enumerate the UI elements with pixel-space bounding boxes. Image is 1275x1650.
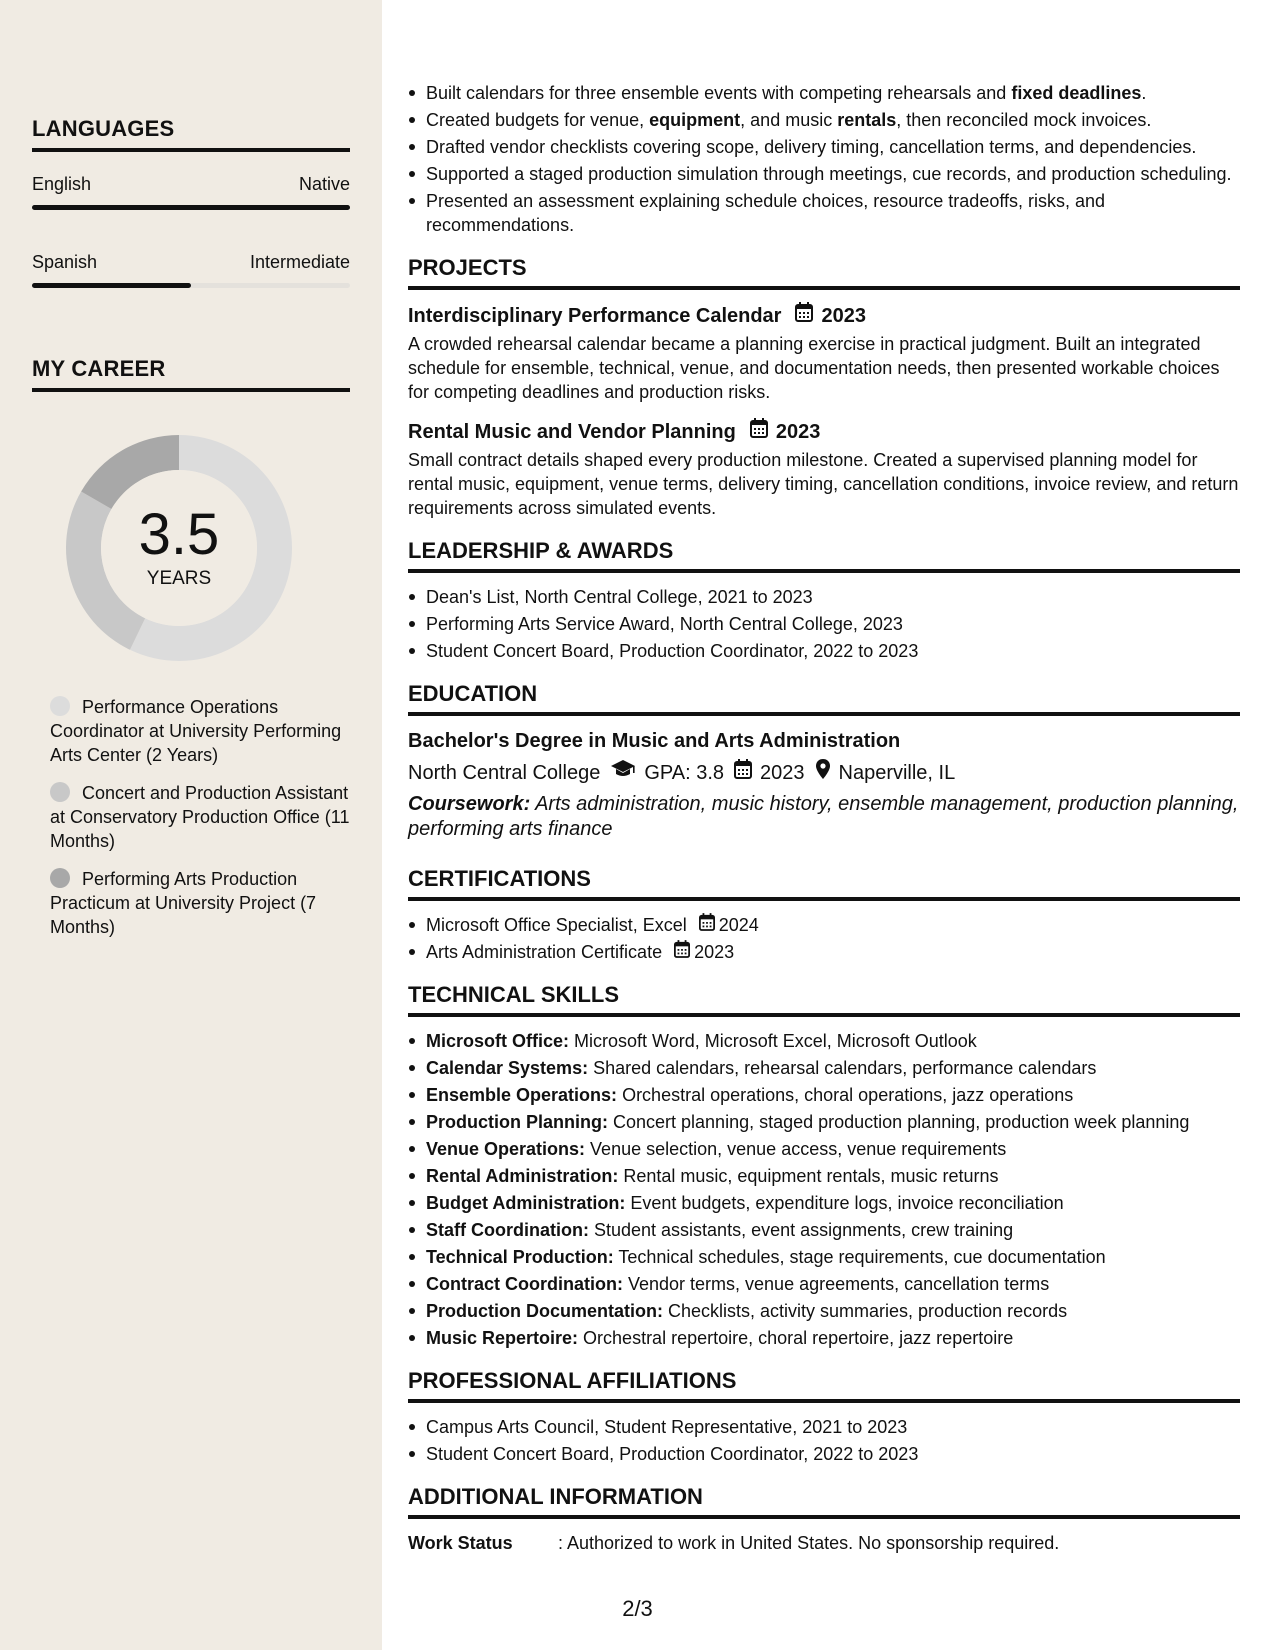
bullet-emphasis: fixed deadlines [1011, 83, 1142, 103]
skills-heading: TECHNICAL SKILLS [408, 982, 1240, 1017]
certifications-list [408, 913, 1240, 964]
career-heading: MY CAREER [32, 356, 350, 392]
project-item [408, 418, 1240, 520]
skill-item [426, 1218, 1240, 1242]
affiliation-item: Student Concert Board, Production Coordinator, 2022 to 2023 [426, 1442, 1240, 1466]
career-item [50, 867, 350, 939]
skill-value: Microsoft Word, Microsoft Excel, Microsoft Outlook [569, 1031, 977, 1051]
coursework [408, 792, 1240, 842]
skill-value: Venue selection, venue access, venue requirements [585, 1139, 1007, 1159]
location-pin-icon [815, 758, 831, 788]
skill-item [426, 1164, 1240, 1188]
skill-label: Ensemble Operations: [426, 1085, 618, 1105]
affiliation-item: Campus Arts Council, Student Representative, 2021 to 2023 [426, 1415, 1240, 1439]
experience-bullet [426, 108, 1240, 132]
work-status-value: : Authorized to work in United States. No sponsorship required. [558, 1533, 1060, 1553]
affiliations-list [408, 1415, 1240, 1466]
certification-year: 2023 [694, 942, 735, 962]
skill-label: Music Repertoire: [426, 1328, 579, 1348]
skill-value: Rental music, equipment rentals, music returns [618, 1166, 999, 1186]
school-location: Naperville, IL [838, 762, 956, 784]
project-year: 2023 [821, 304, 866, 327]
certification-year: 2024 [718, 915, 759, 935]
bullet-text: Supported a staged production simulation through meetings, cue records, and production scheduling. [426, 164, 1232, 184]
skill-value: Orchestral operations, choral operations, jazz operations [617, 1085, 1074, 1105]
career-total-unit: YEARS [146, 568, 212, 589]
bullet-emphasis: rentals [837, 110, 897, 130]
experience-bullets [408, 81, 1240, 237]
language-proficiency-bar [32, 283, 350, 288]
skill-value: Shared calendars, rehearsal calendars, performance calendars [588, 1058, 1097, 1078]
project-year: 2023 [775, 420, 821, 443]
bullet-text: , and music [740, 110, 838, 130]
leadership-heading: LEADERSHIP & AWARDS [408, 538, 1240, 573]
skill-item [426, 1272, 1240, 1296]
gpa: GPA: 3.8 [644, 762, 724, 784]
language-level: Native [298, 174, 350, 194]
career-legend-dot [50, 868, 70, 888]
calendar-icon [674, 940, 690, 964]
experience-bullet [426, 189, 1240, 237]
graduation-year: 2023 [760, 762, 805, 784]
skill-value: Checklists, activity summaries, production records [663, 1301, 1068, 1321]
skill-item [426, 1299, 1240, 1323]
coursework-label: Coursework: [408, 793, 531, 815]
skill-label: Staff Coordination: [426, 1220, 589, 1240]
language-proficiency-bar [32, 205, 350, 210]
skills-list [408, 1029, 1240, 1350]
bullet-text: , then reconciled mock invoices. [896, 110, 1152, 130]
language-level: Intermediate [249, 252, 350, 272]
bullet-text: . [1141, 83, 1147, 103]
coursework-text: Arts administration, music history, ensemble management, production planning, performing arts finance [408, 793, 1239, 840]
affiliations-heading: PROFESSIONAL AFFILIATIONS [408, 1368, 1240, 1403]
career-item-text: Concert and Production Assistant at Conservatory Production Office (11 Months) [50, 783, 350, 851]
skill-label: Contract Coordination: [426, 1274, 623, 1294]
career-item [50, 695, 350, 767]
graduation-cap-icon [610, 759, 636, 787]
skill-item [426, 1326, 1240, 1350]
language-item [32, 252, 350, 288]
skill-label: Technical Production: [426, 1247, 614, 1267]
skill-value: Event budgets, expenditure logs, invoice reconciliation [625, 1193, 1064, 1213]
skill-item [426, 1029, 1240, 1053]
degree-title: Bachelor's Degree in Music and Arts Administration [408, 730, 901, 752]
career-total [66, 435, 292, 661]
certification-item [426, 940, 1240, 964]
languages-heading: LANGUAGES [32, 116, 350, 152]
language-proficiency-fill [32, 283, 191, 288]
calendar-icon [750, 418, 768, 445]
leadership-item: Performing Arts Service Award, North Central College, 2023 [426, 612, 1240, 636]
experience-bullet [426, 135, 1240, 159]
skill-item [426, 1137, 1240, 1161]
additional-heading: ADDITIONAL INFORMATION [408, 1484, 1240, 1519]
project-description: Small contract details shaped every production milestone. Created a supervised planning model for rental music, equipment, venue terms, delivery timing, cancellation conditions, invoice review, and return requirements across simulated events. [408, 450, 1239, 518]
calendar-icon [699, 913, 715, 937]
certifications-heading: CERTIFICATIONS [408, 866, 1240, 901]
education-meta [408, 758, 1240, 788]
career-list [50, 695, 350, 953]
bullet-emphasis: equipment [649, 110, 741, 130]
certification-name: Microsoft Office Specialist, Excel [426, 915, 687, 935]
skill-item [426, 1083, 1240, 1107]
leadership-item: Dean's List, North Central College, 2021 to 2023 [426, 585, 1240, 609]
work-status-label: Work Status [408, 1533, 513, 1553]
career-item-text: Performance Operations Coordinator at University Performing Arts Center (2 Years) [50, 697, 342, 765]
skill-value: Orchestral repertoire, choral repertoire, jazz repertoire [578, 1328, 1014, 1348]
career-donut [66, 435, 292, 661]
skill-item [426, 1191, 1240, 1215]
language-name: English [32, 174, 92, 194]
calendar-icon [795, 302, 813, 329]
career-legend-dot [50, 782, 70, 802]
leadership-item: Student Concert Board, Production Coordinator, 2022 to 2023 [426, 639, 1240, 663]
skill-label: Venue Operations: [426, 1139, 586, 1159]
languages-section [32, 116, 350, 288]
calendar-icon [734, 759, 752, 787]
experience-bullet [426, 162, 1240, 186]
skill-label: Production Documentation: [426, 1301, 663, 1321]
experience-bullet [426, 81, 1240, 105]
bullet-text: Built calendars for three ensemble events with competing rehearsals and [426, 83, 1012, 103]
language-proficiency-fill [32, 205, 350, 210]
career-section [32, 356, 350, 392]
school-name: North Central College [408, 762, 601, 784]
skill-item [426, 1245, 1240, 1269]
project-title: Interdisciplinary Performance Calendar [408, 304, 782, 327]
skill-item [426, 1056, 1240, 1080]
career-item [50, 781, 350, 853]
language-item [32, 174, 350, 210]
certification-name: Arts Administration Certificate [426, 942, 663, 962]
sidebar [0, 0, 382, 1650]
leadership-list [408, 585, 1240, 663]
project-item [408, 302, 1240, 404]
projects-heading: PROJECTS [408, 255, 1240, 290]
skill-label: Calendar Systems: [426, 1058, 589, 1078]
skill-value: Vendor terms, venue agreements, cancellation terms [622, 1274, 1050, 1294]
language-name: Spanish [32, 252, 98, 272]
skill-label: Budget Administration: [426, 1193, 626, 1213]
career-item-text: Performing Arts Production Practicum at University Project (7 Months) [50, 869, 317, 937]
page-number: 2/3 [622, 1596, 653, 1621]
work-status-row [408, 1531, 1240, 1555]
main-content [408, 81, 1240, 1555]
career-legend-dot [50, 696, 70, 716]
skill-item [426, 1110, 1240, 1134]
education-heading: EDUCATION [408, 681, 1240, 716]
bullet-text: Drafted vendor checklists covering scope, delivery timing, cancellation terms, and dependencies. [426, 137, 1197, 157]
bullet-text: Presented an assessment explaining schedule choices, resource tradeoffs, risks, and recommendations. [426, 191, 1106, 235]
skill-value: Student assistants, event assignments, crew training [588, 1220, 1014, 1240]
skill-label: Production Planning: [426, 1112, 608, 1132]
project-title: Rental Music and Vendor Planning [408, 420, 736, 443]
skill-value: Technical schedules, stage requirements, cue documentation [613, 1247, 1106, 1267]
skill-label: Microsoft Office: [426, 1031, 570, 1051]
career-total-value: 3.5 [138, 502, 220, 567]
skill-value: Concert planning, staged production planning, production week planning [608, 1112, 1190, 1132]
certification-item [426, 913, 1240, 937]
bullet-text: Created budgets for venue, [426, 110, 650, 130]
project-description: A crowded rehearsal calendar became a planning exercise in practical judgment. Built an integrated schedule for ensemble, technical, venue, and documentation needs, then presented workable choices for competing deadlines and production risks. [408, 334, 1220, 402]
skill-label: Rental Administration: [426, 1166, 619, 1186]
